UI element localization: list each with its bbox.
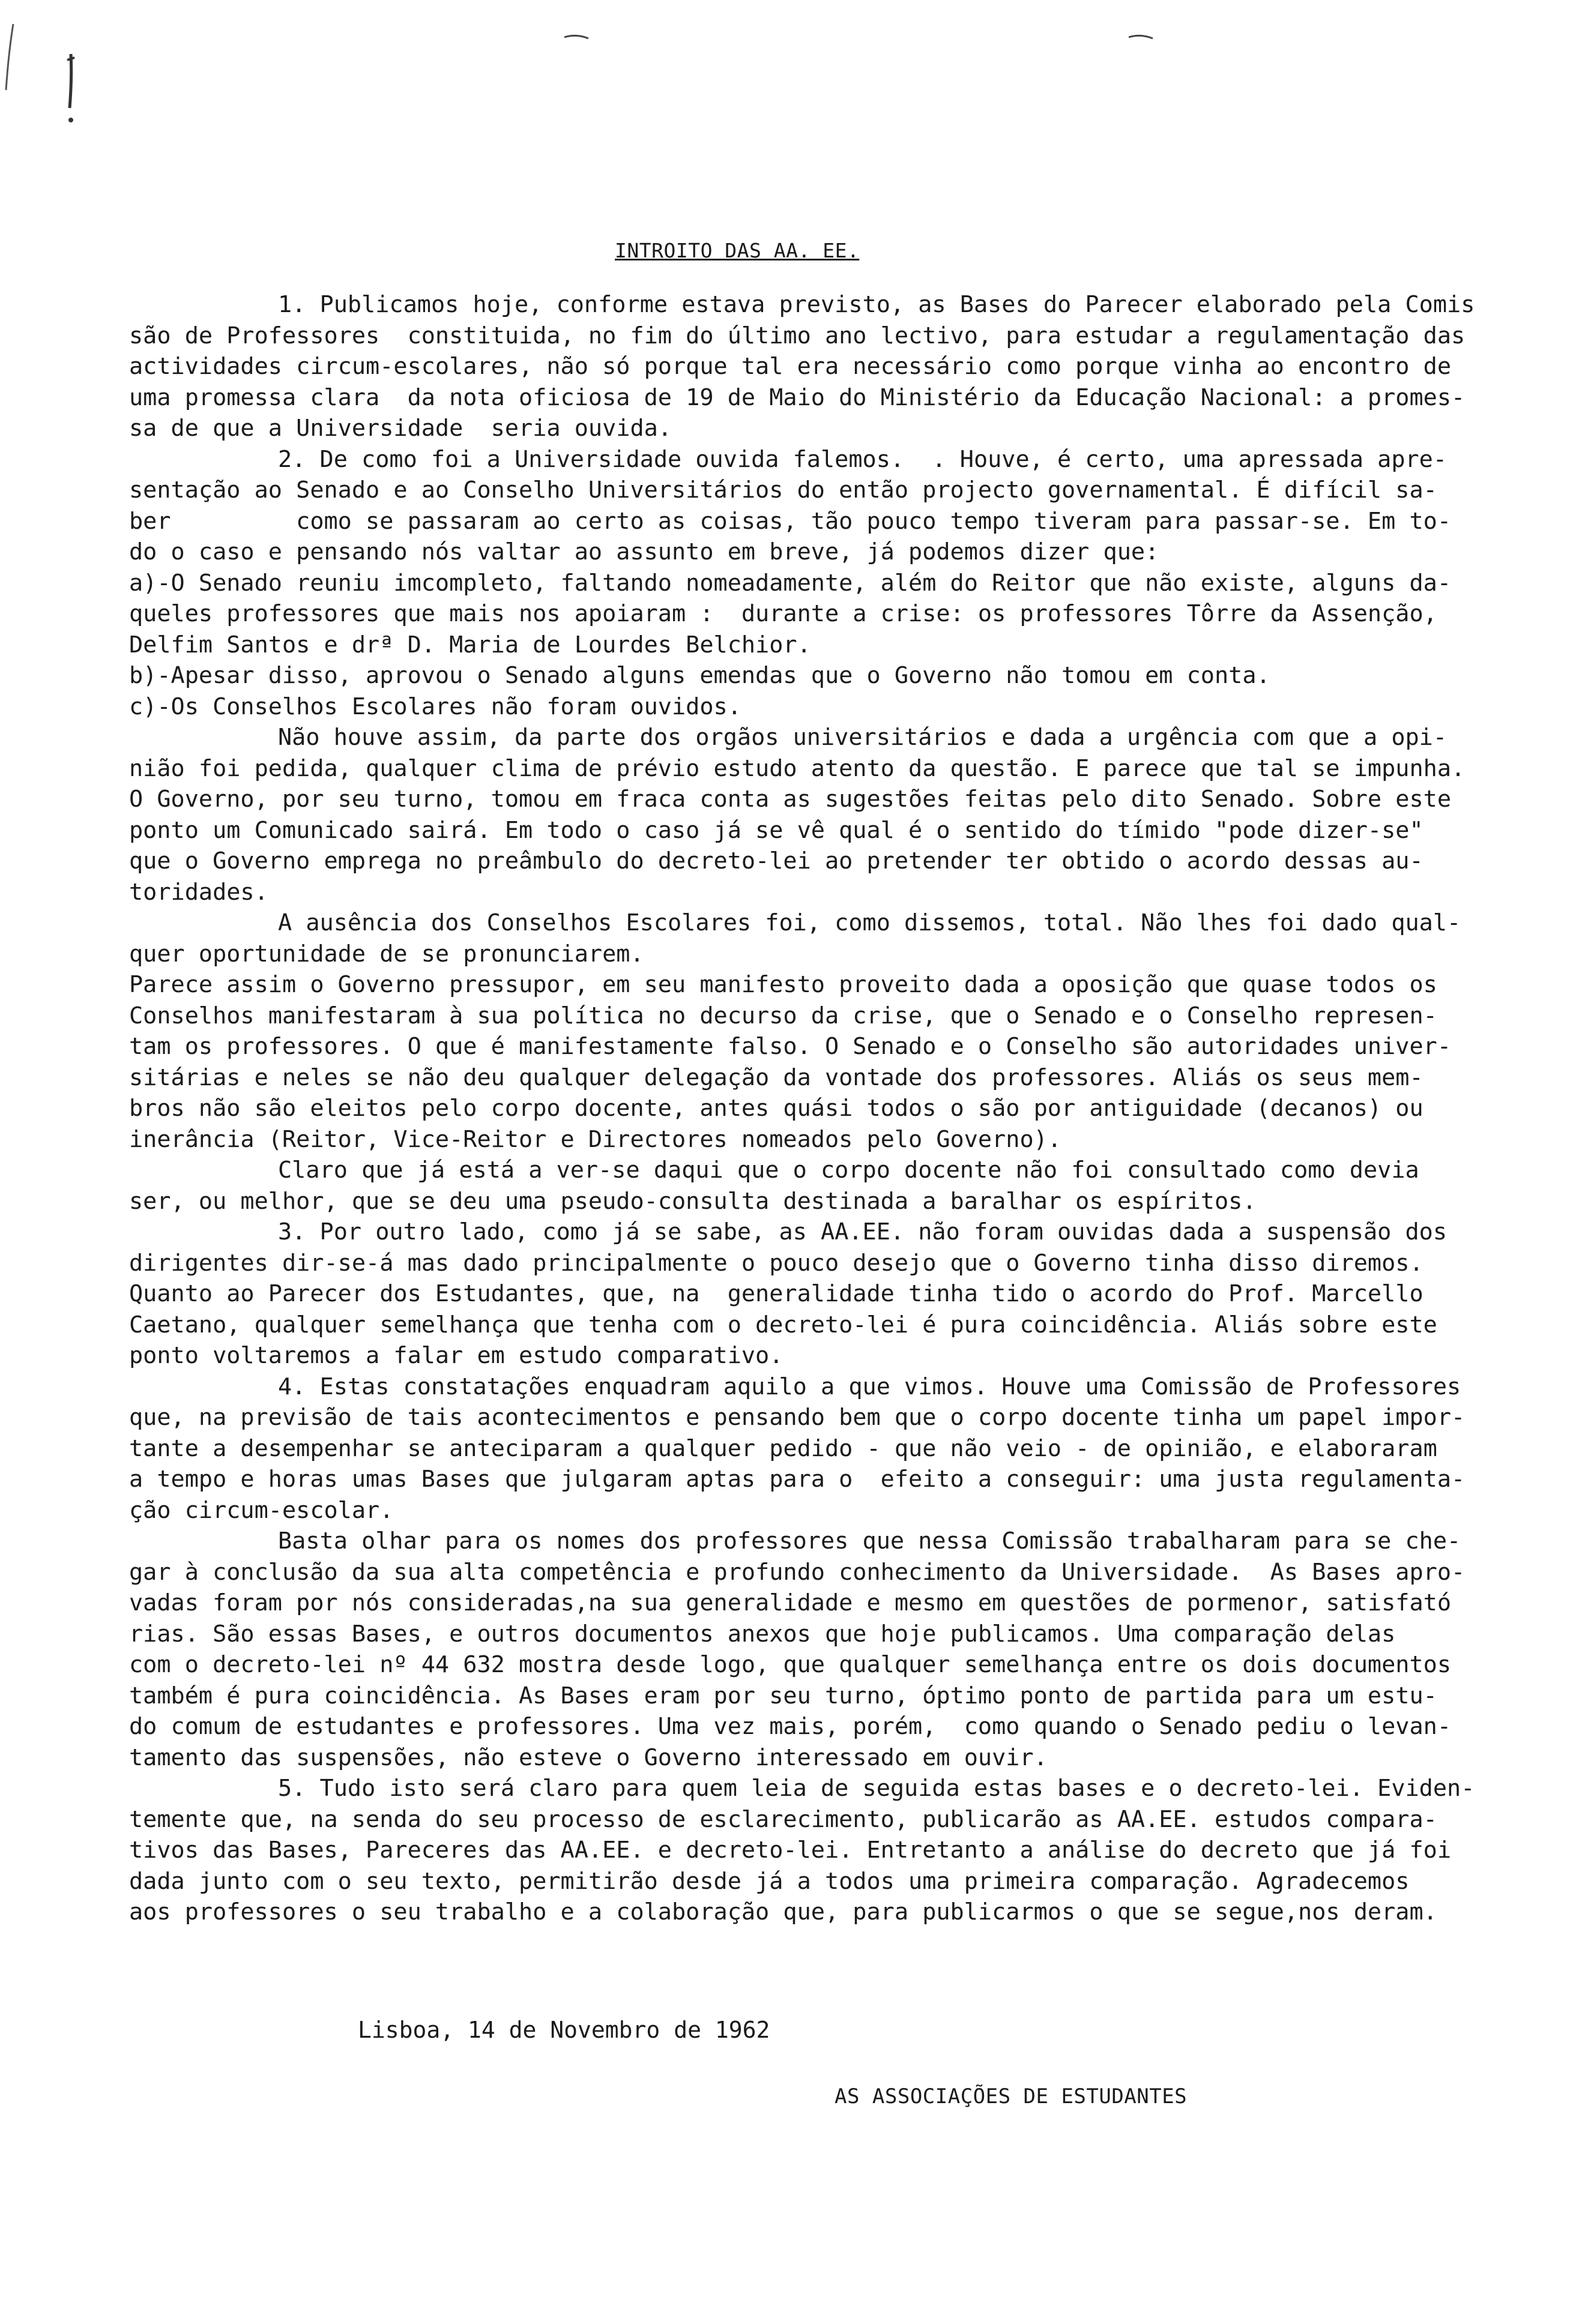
text-line: Caetano, qualquer semelhança que tenha com o decreto-lei é pura coincidência. Aliás sobre este [129,1311,1437,1338]
text-line: ser, ou melhor, que se deu uma pseudo-consulta destinada a baralhar os espíritos. [129,1187,1257,1215]
text-line: dirigentes dir-se-á mas dado principalmente o pouco desejo que o Governo tinha disso diremos. [129,1249,1423,1277]
text-line: rias. São essas Bases, e outros documentos anexos que hoje publicamos. Uma comparação delas [129,1620,1396,1648]
text-line: tante a desempenhar se anteciparam a qualquer pedido - que não veio - de opinião, e elaboraram [129,1434,1437,1462]
text-line: gar à conclusão da sua alta competência e profundo conhecimento da Universidade. As Bases apro- [129,1558,1466,1586]
text-line: c)-Os Conselhos Escolares não foram ouvidos. [129,693,741,720]
text-line: que o Governo emprega no preâmbulo do decreto-lei ao pretender ter obtido o acordo dessas au- [129,847,1423,875]
text-line: uma promessa clara da nota oficiosa de 19 de Maio do Ministério da Educação Nacional: a promes- [129,384,1466,411]
text-line: do comum de estudantes e professores. Uma vez mais, porém, como quando o Senado pediu o levan- [129,1713,1452,1740]
text-line: ponto um Comunicado sairá. Em todo o caso já se vê qual é o sentido do tímido "pode dizer-se" [129,816,1423,844]
text-line: 1. Publicamos hoje, conforme estava previsto, as Bases do Parecer elaborado pela Comis [278,291,1475,318]
text-line: Basta olhar para os nomes dos professores que nessa Comissão trabalharam para se che- [278,1528,1461,1555]
text-line: ber como se passaram ao certo as coisas, tão pouco tempo tiveram para passar-se. Em to- [129,507,1452,535]
document-title: INTROITO DAS AA. EE. [615,239,860,262]
text-line: nião foi pedida, qualquer clima de prévio estudo atento da questão. E parece que tal se impunha. [129,754,1466,782]
text-line: Parece assim o Governo pressupor, em seu manifesto proveito dada a oposição que quase todos os [129,971,1437,998]
text-line: a tempo e horas umas Bases que julgaram aptas para o efeito a conseguir: uma justa regulamenta- [129,1466,1466,1493]
text-line: temente que, na senda do seu processo de esclarecimento, publicarão as AA.EE. estudos compara- [129,1805,1437,1833]
text-line: vadas foram por nós consideradas,na sua generalidade e mesmo em questões de pormenor, satisfató [129,1589,1452,1616]
text-line: com o decreto-lei nº 44 632 mostra desde logo, que qualquer semelhança entre os dois documentos [129,1651,1452,1678]
text-line: bros não são eleitos pelo corpo docente, antes quási todos o são por antiguidade (decanos) ou [129,1095,1423,1122]
text-line: a)-O Senado reuniu imcompleto, faltando nomeadamente, além do Reitor que não existe, alguns da- [129,569,1452,597]
text-line: 4. Estas constatações enquadram aquilo a que vimos. Houve uma Comissão de Professores [278,1373,1461,1400]
text-line: ponto voltaremos a falar em estudo comparativo. [129,1342,783,1369]
text-line: Quanto ao Parecer dos Estudantes, que, na generalidade tinha tido o acordo do Prof. Marcello [129,1280,1423,1307]
text-line: do o caso e pensando nós valtar ao assunto em breve, já podemos dizer que: [129,538,1159,565]
text-line: toridades. [129,878,268,906]
text-line: aos professores o seu trabalho e a colaboração que, para publicarmos o que se segue,nos deram. [129,1898,1437,1925]
document-body [129,289,1528,1928]
text-line: quer oportunidade de se pronunciarem. [129,940,644,968]
text-line: tam os professores. O que é manifestamente falso. O Senado e o Conselho são autoridades univer- [129,1033,1452,1060]
text-line: são de Professores constituida, no fim do último ano lectivo, para estudar a regulamentação das [129,322,1466,349]
text-line: também é pura coincidência. As Bases eram por seu turno, óptimo ponto de partida para um estu- [129,1682,1437,1709]
text-line: sa de que a Universidade seria ouvida. [129,415,672,442]
text-line: tivos das Bases, Pareceres das AA.EE. e decreto-lei. Entretanto a análise do decreto que já foi [129,1837,1452,1864]
date-line: Lisboa, 14 de Novembro de 1962 [358,2017,770,2043]
text-line: O Governo, por seu turno, tomou em fraca conta as sugestões feitas pelo dito Senado. Sobre este [129,786,1452,813]
text-line: tamento das suspensões, não esteve o Governo interessado em ouvir. [129,1744,1048,1771]
text-line: b)-Apesar disso, aprovou o Senado alguns emendas que o Governo não tomou em conta. [129,662,1270,689]
text-line: ção circum-escolar. [129,1496,394,1524]
text-line: que, na previsão de tais acontecimentos e pensando bem que o corpo docente tinha um papel impor- [129,1404,1466,1431]
text-line: Delfim Santos e drª D. Maria de Lourdes Belchior. [129,631,811,658]
text-line: sentação ao Senado e ao Conselho Universitários do então projecto governamental. É difícil sa- [129,477,1437,504]
signature: AS ASSOCIAÇÕES DE ESTUDANTES [835,2085,1188,2109]
text-line: queles professores que mais nos apoiaram : durante a crise: os professores Tôrre da Assenção, [129,600,1437,627]
text-line: 5. Tudo isto será claro para quem leia de seguida estas bases e o decreto-lei. Eviden- [278,1775,1475,1802]
text-line: actividades circum-escolares, não só porque tal era necessário como porque vinha ao encontro de [129,353,1452,380]
text-line: Conselhos manifestaram à sua política no decurso da crise, que o Senado e o Conselho represen- [129,1002,1437,1029]
text-line: 3. Por outro lado, como já se sabe, as AA.EE. não foram ouvidas dada a suspensão dos [278,1218,1448,1245]
text-line: dada junto com o seu texto, permitirão desde já a todos uma primeira comparação. Agradecemos [129,1867,1410,1895]
text-line: 2. De como foi a Universidade ouvida falemos. . Houve, é certo, uma apressada apre- [278,445,1448,473]
text-line: A ausência dos Conselhos Escolares foi, como dissemos, total. Não lhes foi dado qual- [278,909,1461,936]
text-line: inerância (Reitor, Vice-Reitor e Directores nomeados pelo Governo). [129,1125,1061,1153]
text-line: sitárias e neles se não deu qualquer delegação da vontade dos professores. Aliás os seus mem- [129,1064,1423,1091]
scan-marks [0,0,1585,180]
text-line: Claro que já está a ver-se daqui que o corpo docente não foi consultado como devia [278,1157,1419,1184]
text-line: Não houve assim, da parte dos orgãos universitários e dada a urgência com que a opi- [278,724,1448,751]
